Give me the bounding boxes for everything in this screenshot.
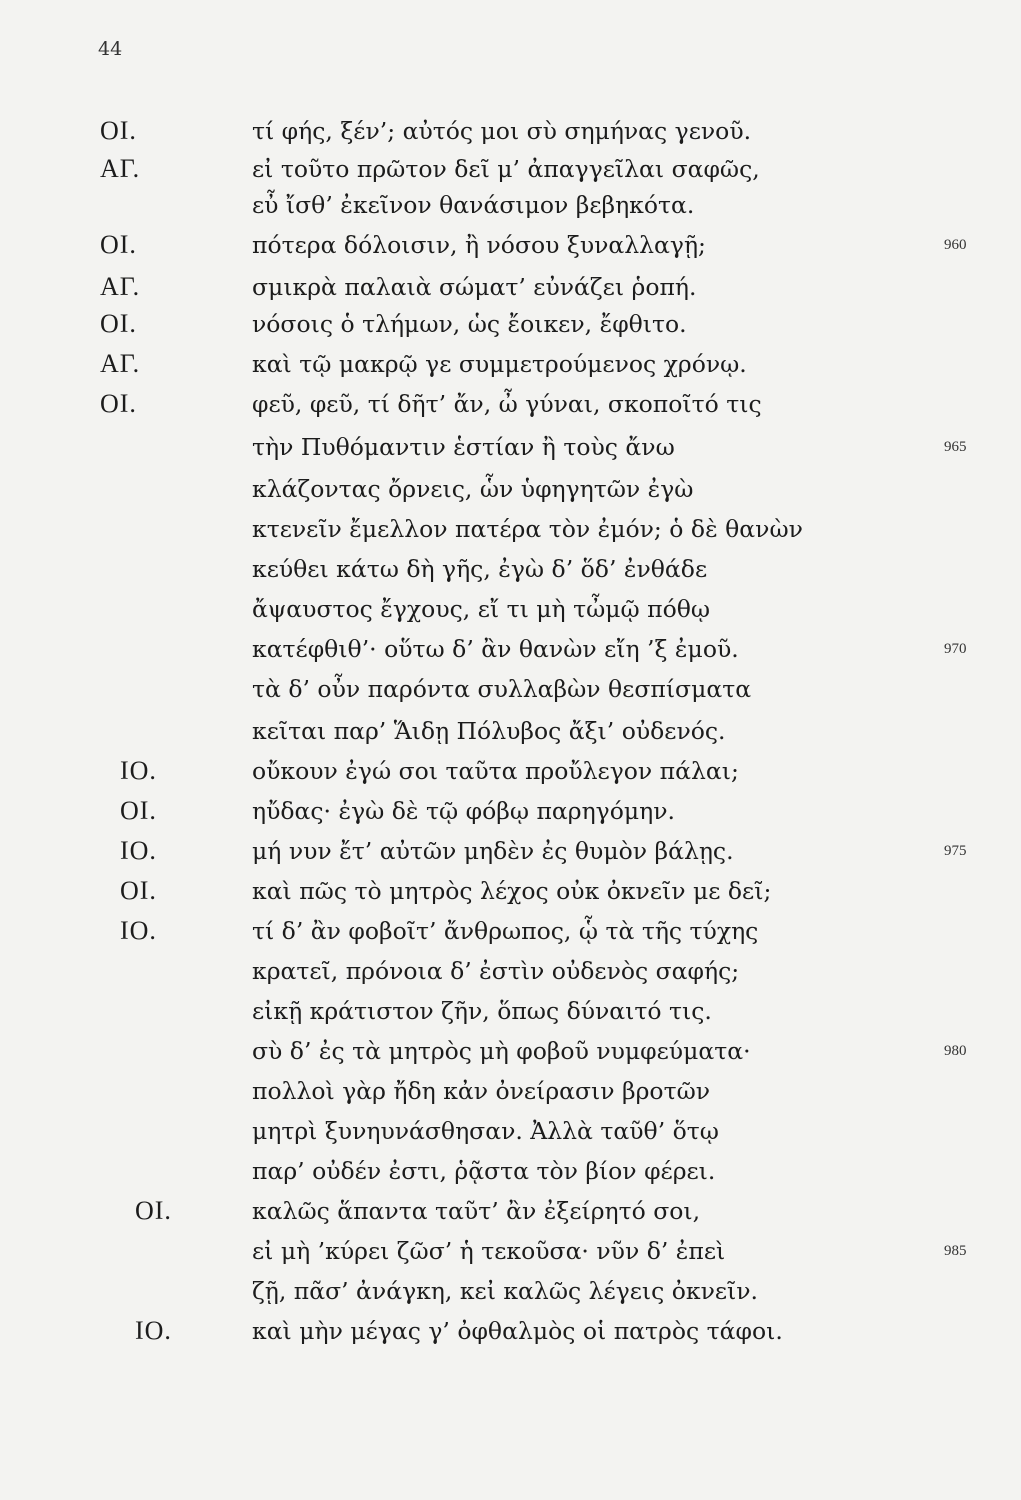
- verse-text: καὶ μὴν μέγας γ’ ὀφθαλμὸς οἱ πατρὸς τάφοι.: [252, 1317, 783, 1345]
- verse-line: [0, 508, 1021, 550]
- verse-line: [0, 1150, 1021, 1192]
- speaker-label: ΙΟ.: [120, 836, 157, 865]
- verse-text: κατέφθιθ’· οὕτω δ’ ἂν θανὼν εἴη ’ξ ἐμοῦ.: [252, 635, 739, 663]
- verse-line: [0, 910, 1021, 952]
- verse-text: μητρὶ ξυνηυνάσθησαν. Ἀλλὰ ταῦθ’ ὅτῳ: [252, 1117, 719, 1145]
- verse-line: [0, 950, 1021, 992]
- verse-text: εἰ τοῦτο πρῶτον δεῖ μ’ ἀπαγγεῖλαι σαφῶς,: [252, 155, 760, 183]
- line-number: 985: [944, 1243, 967, 1259]
- verse-text: οὔκουν ἐγώ σοι ταῦτα προὔλεγον πάλαι;: [252, 757, 739, 785]
- verse-line: [0, 990, 1021, 1032]
- speaker-label: ΙΟ.: [120, 916, 157, 945]
- verse-line: [0, 790, 1021, 832]
- verse-line: [0, 588, 1021, 630]
- verse-text: εἰκῇ κράτιστον ζῆν, ὅπως δύναιτό τις.: [252, 997, 712, 1025]
- verse-line: [0, 468, 1021, 510]
- verse-text: φεῦ, φεῦ, τί δῆτ’ ἄν, ὦ γύναι, σκοποῖτό τις: [252, 390, 762, 418]
- speaker-label: ΑΓ.: [100, 349, 141, 378]
- speaker-label: ΟΙ.: [135, 1196, 172, 1225]
- line-number: 975: [944, 843, 967, 859]
- verse-text: κτενεῖν ἔμελλον πατέρα τὸν ἐμόν; ὁ δὲ θανὼν: [252, 515, 803, 543]
- verse-line: [0, 383, 1021, 425]
- verse-text: καὶ τῷ μακρῷ γε συμμετρούμενος χρόνῳ.: [252, 350, 747, 378]
- line-number: 965: [944, 439, 967, 455]
- speaker-label: ΙΟ.: [120, 756, 157, 785]
- verse-text: ἄψαυστος ἔγχους, εἴ τι μὴ τὦμῷ πόθῳ: [252, 595, 711, 623]
- line-number: 980: [944, 1043, 967, 1059]
- verse-text: τί φής, ξέν’; αὐτός μοι σὺ σημήνας γενοῦ.: [252, 117, 752, 145]
- speaker-label: ΟΙ.: [100, 116, 137, 145]
- verse-text: τὴν Πυθόμαντιν ἑστίαν ἢ τοὺς ἄνω: [252, 433, 675, 461]
- verse-text: εἰ μὴ ’κύρει ζῶσ’ ἡ τεκοῦσα· νῦν δ’ ἐπεὶ: [252, 1237, 726, 1265]
- verse-line: [0, 343, 1021, 385]
- line-number: 960: [944, 237, 967, 253]
- verse-line: [0, 303, 1021, 345]
- verse-text: σμικρὰ παλαιὰ σώματ’ εὐνάζει ῥοπή.: [252, 273, 697, 301]
- verse-text: καλῶς ἅπαντα ταῦτ’ ἂν ἐξείρητό σοι,: [252, 1197, 701, 1225]
- verse-line: [0, 1110, 1021, 1152]
- speaker-label: ΟΙ.: [120, 796, 157, 825]
- speaker-label: ΟΙ.: [100, 309, 137, 338]
- verse-text: κλάζοντας ὄρνεις, ὧν ὑφηγητῶν ἐγὼ: [252, 475, 694, 503]
- verse-text: ηὔδας· ἐγὼ δὲ τῷ φόβῳ παρηγόμην.: [252, 797, 675, 825]
- line-number: 970: [944, 641, 967, 657]
- verse-line: [0, 184, 1021, 226]
- verse-line: [0, 1230, 1021, 1272]
- speaker-label: ΟΙ.: [100, 389, 137, 418]
- verse-line: [0, 1310, 1021, 1352]
- verse-line: [0, 830, 1021, 872]
- verse-line: [0, 548, 1021, 590]
- verse-text: κεύθει κάτω δὴ γῆς, ἐγὼ δ’ ὅδ’ ἐνθάδε: [252, 555, 708, 583]
- verse-line: [0, 110, 1021, 152]
- verse-text: πολλοὶ γὰρ ἤδη κἀν ὀνείρασιν βροτῶν: [252, 1077, 711, 1105]
- verse-line: [0, 426, 1021, 468]
- verse-text: παρ’ οὐδέν ἐστι, ῥᾷστα τὸν βίον φέρει.: [252, 1157, 716, 1185]
- verse-text: πότερα δόλοισιν, ἢ νόσου ξυναλλαγῇ;: [252, 231, 706, 259]
- page-number: 44: [98, 38, 123, 60]
- speaker-label: ΑΓ.: [100, 154, 141, 183]
- verse-line: [0, 1270, 1021, 1312]
- verse-line: [0, 628, 1021, 670]
- verse-text: καὶ πῶς τὸ μητρὸς λέχος οὐκ ὀκνεῖν με δεῖ;: [252, 877, 772, 905]
- verse-line: [0, 1190, 1021, 1232]
- verse-text: κρατεῖ, πρόνοια δ’ ἐστὶν οὐδενὸς σαφής;: [252, 957, 740, 985]
- speaker-label: ΟΙ.: [100, 230, 137, 259]
- verse-line: [0, 1030, 1021, 1072]
- verse-line: [0, 224, 1021, 266]
- verse-text: σὺ δ’ ἐς τὰ μητρὸς μὴ φοβοῦ νυμφεύματα·: [252, 1037, 751, 1065]
- verse-line: [0, 750, 1021, 792]
- verse-text: τὰ δ’ οὖν παρόντα συλλαβὼν θεσπίσματα: [252, 675, 752, 703]
- verse-line: [0, 266, 1021, 308]
- verse-line: [0, 870, 1021, 912]
- verse-text: κεῖται παρ’ Ἅιδῃ Πόλυβος ἄξι’ οὐδενός.: [252, 717, 726, 745]
- verse-line: [0, 668, 1021, 710]
- verse-text: εὖ ἴσθ’ ἐκεῖνον θανάσιμον βεβηκότα.: [252, 191, 695, 219]
- verse-text: νόσοις ὁ τλήμων, ὡς ἔοικεν, ἔφθιτο.: [252, 310, 687, 338]
- speaker-label: ΙΟ.: [135, 1316, 172, 1345]
- verse-line: [0, 710, 1021, 752]
- verse-text: ζῇ, πᾶσ’ ἀνάγκη, κεἰ καλῶς λέγεις ὀκνεῖν.: [252, 1277, 759, 1305]
- speaker-label: ΑΓ.: [100, 272, 141, 301]
- verse-text: μή νυν ἔτ’ αὐτῶν μηδὲν ἐς θυμὸν βάλῃς.: [252, 837, 734, 865]
- verse-line: [0, 1070, 1021, 1112]
- speaker-label: ΟΙ.: [120, 876, 157, 905]
- verse-text: τί δ’ ἂν φοβοῖτ’ ἄνθρωπος, ᾧ τὰ τῆς τύχης: [252, 917, 759, 945]
